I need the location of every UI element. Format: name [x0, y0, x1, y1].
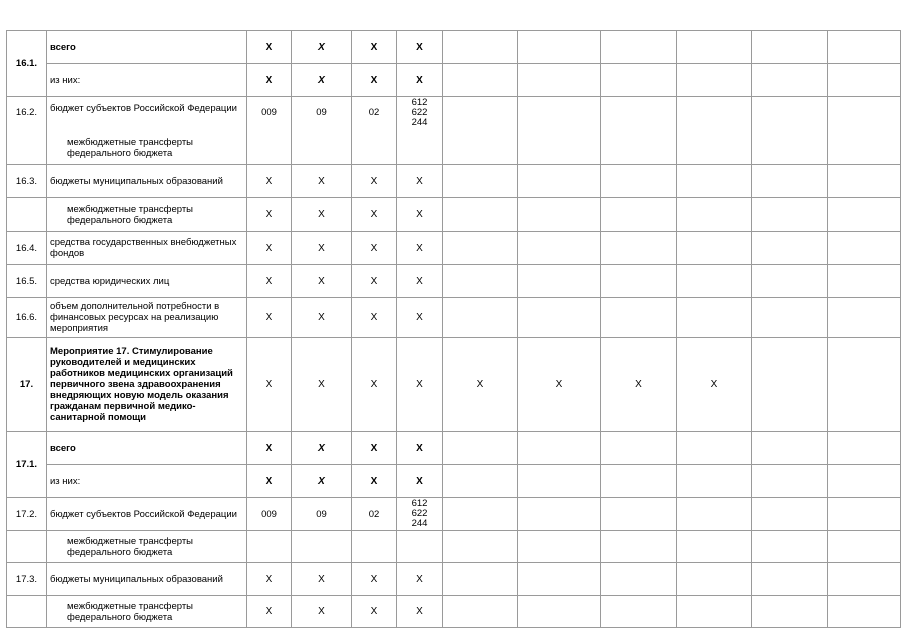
- cell-x: X: [397, 64, 443, 97]
- table-cell: [601, 232, 677, 265]
- table-cell: [677, 97, 752, 165]
- table-row: [7, 198, 901, 232]
- row-description: бюджет субъектов Российской Федерации: [50, 103, 237, 114]
- cell-x: X: [292, 465, 352, 498]
- table-cell: [518, 232, 601, 265]
- table-row: [7, 432, 901, 465]
- cell-x: X: [397, 165, 443, 198]
- table-cell: [677, 265, 752, 298]
- cell-x: X: [397, 465, 443, 498]
- table-cell: [828, 338, 901, 432]
- table-cell: [828, 97, 901, 165]
- table-cell: [601, 432, 677, 465]
- table-cell: [752, 432, 828, 465]
- table-row: [7, 232, 901, 265]
- cell-x: X: [352, 165, 397, 198]
- row-description-cell: [47, 97, 247, 165]
- table-cell: [443, 165, 518, 198]
- table-row: [7, 165, 901, 198]
- cell-x: X: [601, 338, 677, 432]
- table-cell: [443, 198, 518, 232]
- table-cell: [601, 31, 677, 64]
- row-description: объем дополнительной потребности в финансовых ресурсах на реализацию мероприятия: [47, 298, 247, 338]
- cell-x: X: [247, 31, 292, 64]
- table-cell: [601, 165, 677, 198]
- table-cell: [518, 465, 601, 498]
- table-cell: [443, 265, 518, 298]
- table-cell: [443, 432, 518, 465]
- table-cell: [677, 64, 752, 97]
- row-description: из них:: [47, 465, 247, 498]
- table-cell: [828, 531, 901, 563]
- table-cell: [828, 432, 901, 465]
- cell-x: X: [677, 338, 752, 432]
- row-description: межбюджетные трансферты федерального бюджета: [67, 535, 194, 558]
- table-cell: [601, 64, 677, 97]
- row-description: Мероприятие 17. Стимулирование руководителей и медицинских работников медицинских организаций первичного звена здравоохранения внедряющих новую модель оказания гражданам первичной медико-санитарной помощи: [47, 338, 247, 432]
- table-cell: [828, 232, 901, 265]
- table-row: [7, 498, 901, 531]
- table-cell: [352, 531, 397, 563]
- code-cell: 612 622 244: [397, 498, 443, 531]
- table-cell: [677, 596, 752, 628]
- table-cell: [828, 298, 901, 338]
- table-cell: [601, 498, 677, 531]
- cell-x: X: [247, 563, 292, 596]
- table-cell: [677, 198, 752, 232]
- table-cell: [677, 232, 752, 265]
- code-cell: 02: [352, 498, 397, 531]
- table-cell: [601, 298, 677, 338]
- table-cell: [752, 498, 828, 531]
- table-cell: [518, 64, 601, 97]
- table-cell: [677, 432, 752, 465]
- row-description: бюджеты муниципальных образований: [47, 165, 247, 198]
- row-number: 16.4.: [7, 232, 47, 265]
- table-cell: [443, 465, 518, 498]
- table-cell: [828, 265, 901, 298]
- cell-x: X: [352, 64, 397, 97]
- cell-x: X: [397, 432, 443, 465]
- table-cell: [828, 563, 901, 596]
- table-cell: [518, 165, 601, 198]
- code-cell: 009: [247, 498, 292, 531]
- cell-x: X: [397, 198, 443, 232]
- table-cell: [752, 531, 828, 563]
- budget-table: [6, 30, 901, 628]
- table-cell: [518, 531, 601, 563]
- row-number: 17.: [7, 338, 47, 432]
- table-cell: [752, 64, 828, 97]
- cell-x: X: [352, 563, 397, 596]
- row-number: [7, 198, 47, 232]
- table-cell: [752, 31, 828, 64]
- table-cell: [518, 596, 601, 628]
- row-description: бюджет субъектов Российской Федерации: [47, 498, 247, 531]
- table-cell: [752, 465, 828, 498]
- cell-x: X: [247, 165, 292, 198]
- row-description: средства юридических лиц: [47, 265, 247, 298]
- code-cell: 09: [292, 498, 352, 531]
- row-description-cell: [47, 531, 247, 563]
- table-row: [7, 531, 901, 563]
- table-cell: [601, 596, 677, 628]
- table-cell: [677, 165, 752, 198]
- cell-x: X: [352, 432, 397, 465]
- cell-x: X: [352, 198, 397, 232]
- cell-x: X: [292, 64, 352, 97]
- cell-x: X: [352, 265, 397, 298]
- table-row: [7, 31, 901, 64]
- table-cell: [828, 64, 901, 97]
- code-cell: 02: [352, 97, 397, 165]
- cell-x: X: [247, 432, 292, 465]
- cell-x: X: [352, 31, 397, 64]
- cell-x: X: [352, 298, 397, 338]
- cell-x: X: [397, 232, 443, 265]
- table-cell: [677, 531, 752, 563]
- cell-x: X: [247, 232, 292, 265]
- row-description-cell: [47, 596, 247, 628]
- table-cell: [518, 563, 601, 596]
- table-row: [7, 563, 901, 596]
- table-cell: [601, 97, 677, 165]
- cell-x: X: [397, 563, 443, 596]
- table-cell: [752, 596, 828, 628]
- row-description: всего: [47, 432, 247, 465]
- table-row: [7, 596, 901, 628]
- row-description: всего: [47, 31, 247, 64]
- cell-x: X: [292, 198, 352, 232]
- table-cell: [752, 97, 828, 165]
- table-cell: [601, 531, 677, 563]
- table-cell: [752, 265, 828, 298]
- cell-x: X: [397, 298, 443, 338]
- row-number: [7, 596, 47, 628]
- row-description: из них:: [47, 64, 247, 97]
- table-row: [7, 338, 901, 432]
- table-cell: [601, 265, 677, 298]
- code-cell: 612 622 244: [397, 97, 443, 165]
- row-number: 17.3.: [7, 563, 47, 596]
- table-cell: [828, 198, 901, 232]
- cell-x: X: [397, 596, 443, 628]
- row-description: межбюджетные трансферты федерального бюджета: [67, 203, 194, 226]
- cell-x: X: [443, 338, 518, 432]
- cell-x: X: [292, 298, 352, 338]
- table-cell: [828, 165, 901, 198]
- cell-x: X: [352, 596, 397, 628]
- table-cell: [518, 265, 601, 298]
- table-cell: [828, 31, 901, 64]
- row-description: бюджеты муниципальных образований: [47, 563, 247, 596]
- table-cell: [601, 198, 677, 232]
- cell-x: X: [397, 31, 443, 64]
- table-cell: [518, 432, 601, 465]
- table-cell: [443, 298, 518, 338]
- cell-x: X: [247, 298, 292, 338]
- cell-x: X: [292, 265, 352, 298]
- table-cell: [677, 465, 752, 498]
- row-number: 16.5.: [7, 265, 47, 298]
- row-number: 16.3.: [7, 165, 47, 198]
- table-cell: [752, 338, 828, 432]
- cell-x: X: [247, 596, 292, 628]
- cell-x: X: [352, 232, 397, 265]
- cell-x: X: [292, 165, 352, 198]
- table-cell: [518, 498, 601, 531]
- code-cell: 009: [247, 97, 292, 165]
- row-description: межбюджетные трансферты федерального бюджета: [67, 600, 194, 623]
- code-cell: 09: [292, 97, 352, 165]
- table-cell: [518, 97, 601, 165]
- cell-x: X: [397, 338, 443, 432]
- table-cell: [518, 31, 601, 64]
- cell-x: X: [247, 265, 292, 298]
- cell-x: X: [292, 31, 352, 64]
- table-row: [7, 465, 901, 498]
- table-cell: [443, 531, 518, 563]
- table-cell: [443, 31, 518, 64]
- cell-x: X: [247, 465, 292, 498]
- table-cell: [443, 498, 518, 531]
- cell-x: X: [292, 596, 352, 628]
- row-number: 17.2.: [7, 498, 47, 531]
- table-cell: [443, 596, 518, 628]
- table-cell: [752, 198, 828, 232]
- row-number: 17.1.: [7, 432, 47, 498]
- table-cell: [677, 498, 752, 531]
- cell-x: X: [397, 265, 443, 298]
- table-cell: [828, 596, 901, 628]
- row-number: 16.6.: [7, 298, 47, 338]
- cell-x: X: [292, 338, 352, 432]
- table-cell: [397, 531, 443, 563]
- cell-x: X: [247, 198, 292, 232]
- table-cell: [518, 298, 601, 338]
- row-number: 16.2.: [7, 97, 47, 165]
- table-row: [7, 64, 901, 97]
- table-cell: [828, 498, 901, 531]
- table-cell: [443, 563, 518, 596]
- cell-x: X: [292, 432, 352, 465]
- cell-x: X: [247, 338, 292, 432]
- table-cell: [752, 165, 828, 198]
- cell-x: X: [247, 64, 292, 97]
- cell-x: X: [518, 338, 601, 432]
- row-subdescription: межбюджетные трансферты федерального бюджета: [67, 137, 194, 159]
- table-cell: [443, 64, 518, 97]
- cell-x: X: [352, 338, 397, 432]
- cell-x: X: [292, 563, 352, 596]
- table-cell: [752, 232, 828, 265]
- table-row: [7, 298, 901, 338]
- table-cell: [601, 563, 677, 596]
- table-cell: [752, 563, 828, 596]
- row-number: 16.1.: [7, 31, 47, 97]
- table-cell: [443, 232, 518, 265]
- table-cell: [677, 31, 752, 64]
- table-cell: [443, 97, 518, 165]
- table-cell: [247, 531, 292, 563]
- table-row: [7, 265, 901, 298]
- table-cell: [518, 198, 601, 232]
- cell-x: X: [352, 465, 397, 498]
- table-cell: [292, 531, 352, 563]
- table-cell: [601, 465, 677, 498]
- row-description: средства государственных внебюджетных фондов: [47, 232, 247, 265]
- row-number: [7, 531, 47, 563]
- cell-x: X: [292, 232, 352, 265]
- table-cell: [752, 298, 828, 338]
- table-cell: [677, 298, 752, 338]
- table-cell: [828, 465, 901, 498]
- table-cell: [677, 563, 752, 596]
- table-row: [7, 97, 901, 165]
- row-description-cell: [47, 198, 247, 232]
